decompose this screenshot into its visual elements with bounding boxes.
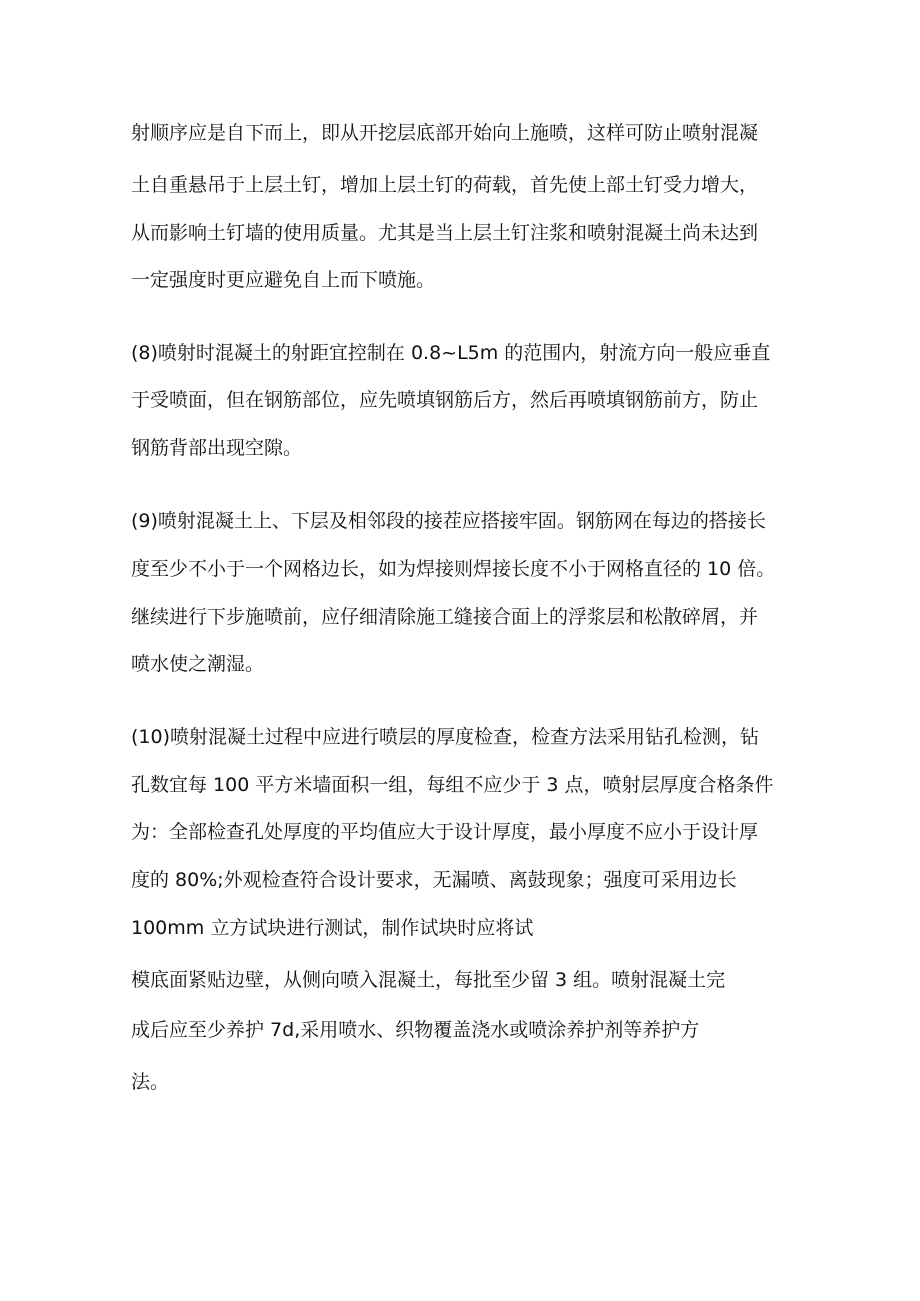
text-line-13: 孔数宜每 100 平方米墙面积一组，每组不应少于 3 点，喷射层厚度合格条件 (131, 774, 774, 796)
text-line-19: 法。 (131, 1071, 170, 1093)
text-line-5: (8)喷射时混凝土的射距宜控制在 0.8~L5m 的范围内，射流方向一般应垂直 (131, 342, 771, 364)
text-line-2: 土自重悬吊于上层土钉，增加上层土钉的荷载，首先使上部土钉受力增大， (131, 174, 759, 196)
text-line-6: 于受喷面，但在钢筋部位，应先喷填钢筋后方，然后再喷填钢筋前方，防止 (131, 389, 759, 411)
text-line-10: 继续进行下步施喷前，应仔细清除施工缝接合面上的浮浆层和松散碎屑，并 (131, 606, 759, 628)
text-line-1: 射顺序应是自下而上，即从开挖层底部开始向上施喷，这样可防止喷射混凝 (131, 122, 759, 144)
text-line-18: 成后应至少养护 7d,采用喷水、织物覆盖浇水或喷涂养护剂等养护方 (131, 1019, 700, 1041)
text-line-16: 100mm 立方试块进行测试，制作试块时应将试 (131, 917, 534, 939)
text-line-12: (10)喷射混凝土过程中应进行喷层的厚度检查，检查方法采用钻孔检测，钻 (131, 726, 760, 748)
text-line-9: 度至少不小于一个网格边长，如为焊接则焊接长度不小于网格直径的 10 倍。 (131, 558, 776, 580)
text-line-7: 钢筋背部出现空隙。 (131, 437, 303, 459)
text-line-15: 度的 80%;外观检查符合设计要求，无漏喷、离鼓现象；强度可采用边长 (131, 869, 737, 891)
text-line-11: 喷水使之潮湿。 (131, 653, 265, 675)
text-line-14: 为：全部检查孔处厚度的平均值应大于设计厚度，最小厚度不应小于设计厚 (131, 821, 759, 843)
text-line-3: 从而影响土钉墙的使用质量。尤其是当上层土钉注浆和喷射混凝土尚未达到 (131, 222, 759, 244)
text-line-17: 模底面紧贴边壁，从侧向喷入混凝土，每批至少留 3 组。喷射混凝土完 (131, 969, 726, 991)
text-line-8: (9)喷射混凝土上、下层及相邻段的接茬应搭接牢固。钢筋网在每边的搭接长 (131, 510, 766, 532)
text-line-4: 一定强度时更应避免自上而下喷施。 (131, 269, 436, 291)
